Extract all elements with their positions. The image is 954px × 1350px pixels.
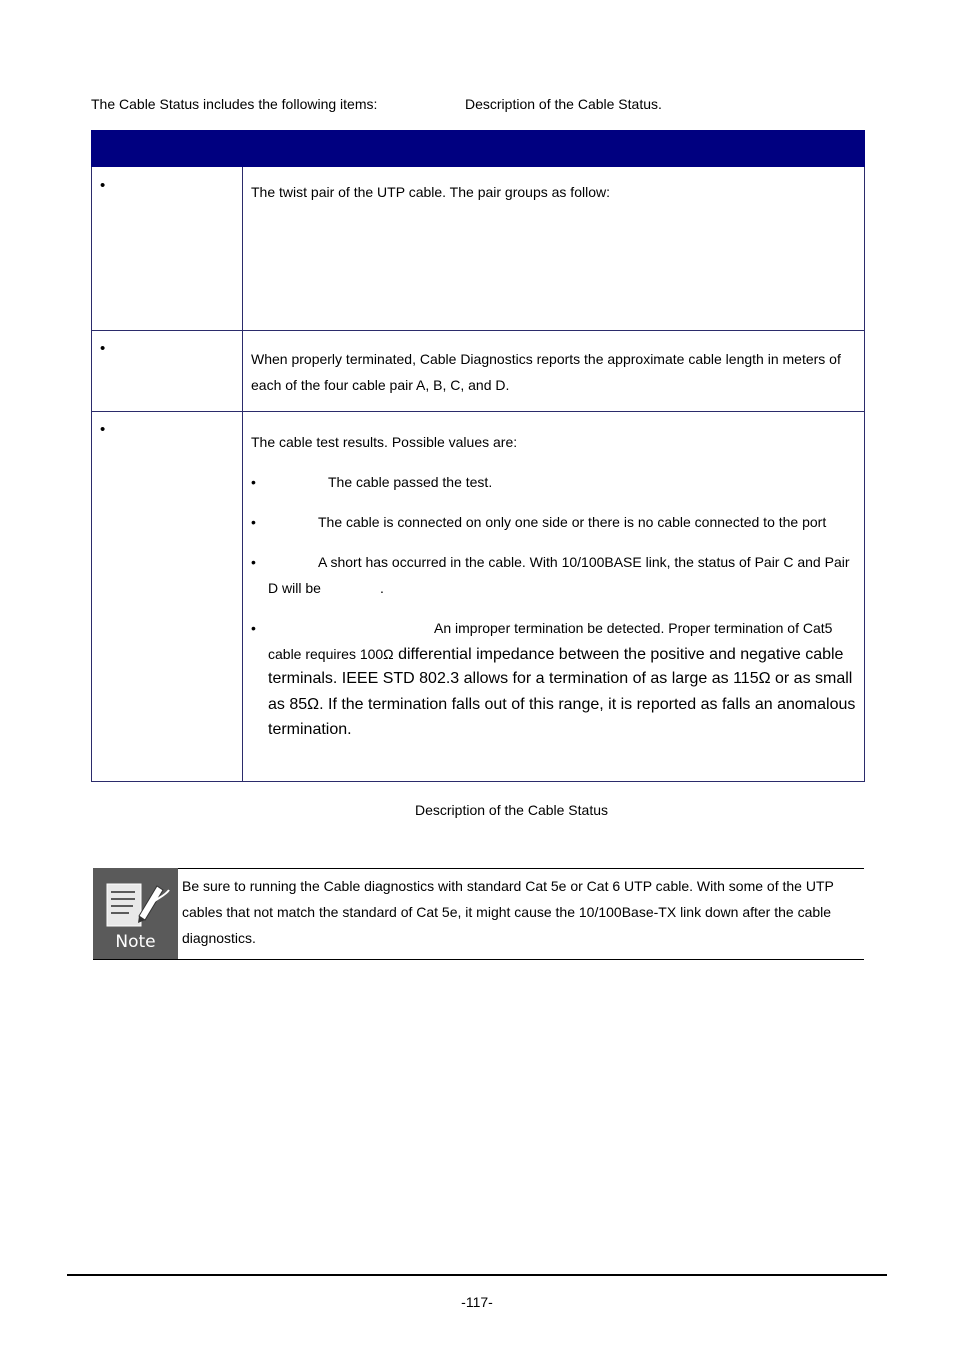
bullet: •	[251, 554, 256, 570]
table-row	[91, 411, 865, 782]
list-item	[251, 615, 856, 745]
note-line: Be sure to running the Cable diagnostics with standard Cat 5e or Cat 6 UTP cable. With some of the UTP	[182, 878, 834, 894]
table-caption: Description of the Cable Status	[415, 802, 608, 818]
table-row	[91, 167, 865, 331]
object-cell	[92, 167, 243, 330]
table-row	[91, 330, 865, 412]
row-text: The cable test results. Possible values are:	[251, 434, 518, 450]
intro-text: The Cable Status includes the following items:	[91, 96, 378, 112]
bullet: •	[251, 620, 256, 636]
bullet: •	[251, 514, 256, 530]
item-text: as 85Ω. If the termination falls out of this range, it is reported as falls an anomalous	[268, 696, 856, 713]
bullet: •	[100, 177, 106, 194]
row-text: The twist pair of the UTP cable. The pair groups as follow:	[251, 184, 610, 200]
item-text: D will be	[268, 580, 321, 596]
note-divider-bottom	[93, 959, 864, 960]
row-text: each of the four cable pair A, B, C, and D.	[251, 377, 510, 393]
intro-table-reference: Description of the Cable Status.	[465, 96, 662, 112]
item-text: A short has occurred in the cable. With 10/100BASE link, the status of Pair C and Pair	[318, 554, 850, 570]
item-text: terminals. IEEE STD 802.3 allows for a termination of as large as 115Ω or as small	[268, 670, 853, 687]
description-cell	[243, 411, 864, 781]
note-divider-top	[178, 868, 864, 869]
bullet: •	[100, 421, 106, 438]
description-cell	[243, 167, 864, 330]
item-text: .	[380, 580, 384, 596]
table-header	[91, 130, 865, 167]
note-pencil-icon	[93, 868, 178, 932]
bullet: •	[251, 474, 256, 490]
object-cell	[92, 330, 243, 411]
note-line: cables that not match the standard of Cat 5e, it might cause the 10/100Base-TX link down after the cable	[182, 904, 832, 920]
item-text: The cable passed the test.	[328, 474, 493, 490]
item-text: The cable is connected on only one side or there is no cable connected to the port	[318, 514, 827, 530]
note-line: diagnostics.	[182, 930, 256, 946]
note-badge	[93, 868, 178, 960]
list-item	[251, 549, 856, 601]
note-text	[182, 873, 862, 951]
item-text: differential impedance between the positive and negative cable	[393, 646, 844, 663]
item-text: termination.	[268, 721, 352, 738]
page-number: -117-	[461, 1294, 493, 1310]
description-cell	[243, 330, 864, 411]
item-text: An improper termination be detected. Proper termination of Cat5	[434, 620, 833, 636]
item-text: cable requires 100Ω	[268, 646, 394, 662]
object-cell	[92, 411, 243, 781]
row-text: When properly terminated, Cable Diagnostics reports the approximate cable length in meters of	[251, 351, 841, 367]
footer-rule	[67, 1274, 887, 1276]
note-label: Note	[115, 932, 156, 952]
bullet: •	[100, 340, 106, 357]
